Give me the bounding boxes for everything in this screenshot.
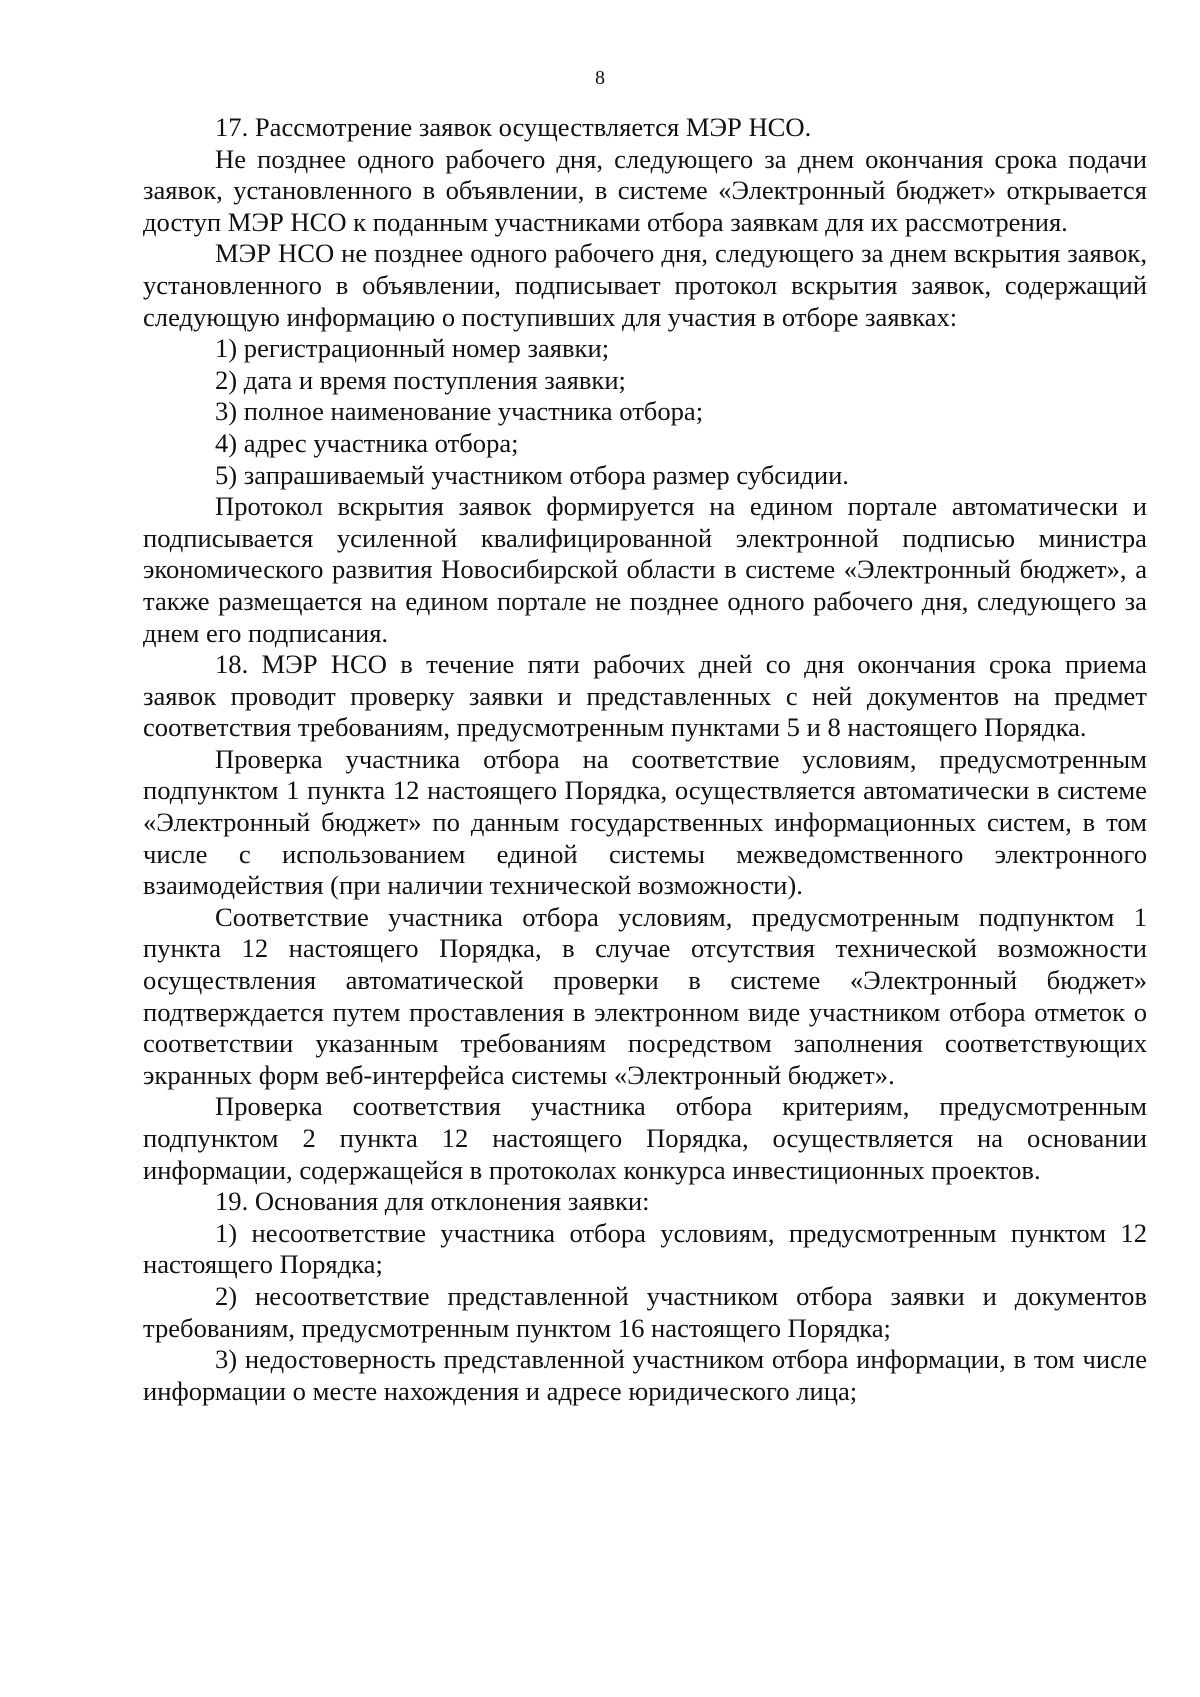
paragraph-19-heading: 19. Основания для отклонения заявки: (215, 1186, 650, 1217)
paragraph: МЭР НСО не позднее одного рабочего дня, следующего за днем вскрытия заявок, установленного в объявлении, подписывает протокол вскрытия заявок, содержащий следующую информацию о поступивших для участия в отборе заявках: (143, 238, 1147, 332)
list-item: 1) регистрационный номер заявки; (215, 333, 610, 364)
list-item: 3) полное наименование участника отбора; (215, 396, 704, 427)
document-body (143, 112, 1147, 1407)
list-item: 4) адрес участника отбора; (215, 427, 519, 458)
paragraph-18: 18. МЭР НСО в течение пяти рабочих дней со дня окончания срока приема заявок проводит проверку заявки и представленных с ней документов на предмет соответствия требованиям, предусмотренным пунктами 5 и 8 настоящего Порядка. (143, 649, 1147, 743)
page-number: 8 (595, 67, 605, 89)
list-item: 2) дата и время поступления заявки; (215, 364, 626, 395)
paragraph: Не позднее одного рабочего дня, следующего за днем окончания срока подачи заявок, установленного в объявлении, в системе «Электронный бюджет» открывается доступ МЭР НСО к поданным участниками отбора заявкам для их рассмотрения. (143, 143, 1147, 237)
paragraph: Соответствие участника отбора условиям, предусмотренным подпунктом 1 пункта 12 настоящего Порядка, в случае отсутствия технической возможности осуществления автоматической проверки в системе «Электронный бюджет» подтверждается путем проставления в электронном виде участником отбора отметок о соответствии указанным требованиям посредством заполнения соответствующих экранных форм веб-интерфейса системы «Электронный бюджет». (143, 901, 1147, 1090)
list-item: 2) несоответствие представленной участником отбора заявки и документов требованиям, предусмотренным пунктом 16 настоящего Порядка; (143, 1280, 1147, 1343)
paragraph: Проверка соответствия участника отбора критериям, предусмотренным подпунктом 2 пункта 12 настоящего Порядка, осуществляется на основании информации, содержащейся в протоколах конкурса инвестиционных проектов. (143, 1091, 1147, 1185)
paragraph-17-heading: 17. Рассмотрение заявок осуществляется МЭР НСО. (215, 112, 812, 142)
paragraph: Проверка участника отбора на соответствие условиям, предусмотренным подпунктом 1 пункта 12 настоящего Порядка, осуществляется автоматически в системе «Электронный бюджет» по данным государственных информационных систем, в том числе с использованием единой системы межведомственного электронного взаимодействия (при наличии технической возможности). (143, 743, 1147, 901)
paragraph: Протокол вскрытия заявок формируется на едином портале автоматически и подписывается усиленной квалифицированной электронной подписью министра экономического развития Новосибирской области в системе «Электронный бюджет», а также размещается на едином портале не позднее одного рабочего дня, следующего за днем его подписания. (143, 491, 1147, 648)
list-item: 1) несоответствие участника отбора условиям, предусмотренным пунктом 12 настоящего Порядка; (143, 1217, 1147, 1280)
list-item: 5) запрашиваемый участником отбора размер субсидии. (215, 459, 849, 490)
list-item: 3) недостоверность представленной участником отбора информации, в том числе информации о месте нахождения и адресе юридического лица; (143, 1344, 1147, 1406)
